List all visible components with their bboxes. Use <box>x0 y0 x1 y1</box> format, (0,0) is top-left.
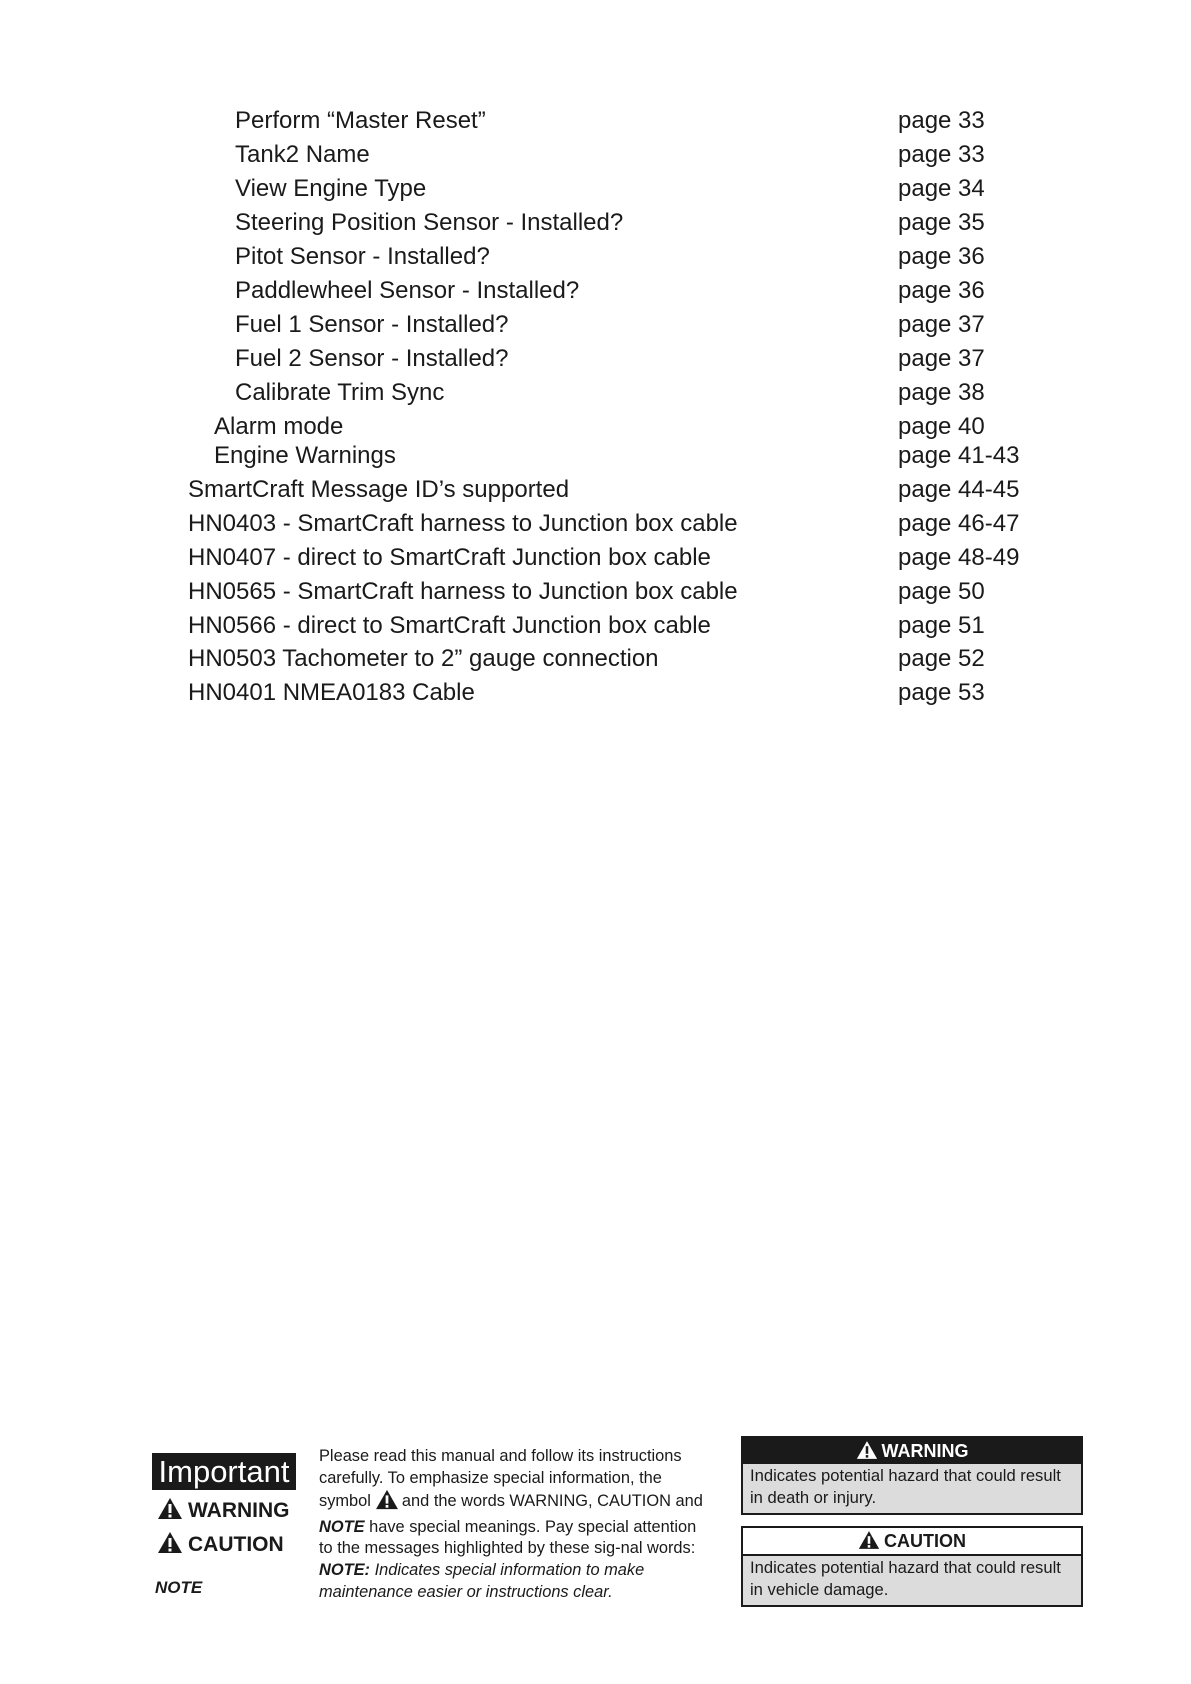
toc-entry-page: page 52 <box>898 645 985 672</box>
intro-note-word: NOTE <box>319 1517 365 1536</box>
toc-entry-title: Pitot Sensor - Installed? <box>235 243 490 270</box>
toc-entry-title: Alarm mode <box>214 413 344 440</box>
toc-entry-page: page 36 <box>898 243 985 270</box>
toc-entry <box>0 611 1191 641</box>
toc-entry <box>0 174 1191 204</box>
toc-entry-title: Perform “Master Reset” <box>235 107 486 134</box>
toc-entry-page: page 37 <box>898 345 985 372</box>
toc-entry-page: page 34 <box>898 175 985 202</box>
warning-triangle-icon <box>858 1530 880 1557</box>
toc-entry <box>0 344 1191 374</box>
toc-entry <box>0 140 1191 170</box>
toc-entry-title: HN0401 NMEA0183 Cable <box>188 679 475 706</box>
caution-box-header <box>743 1528 1081 1556</box>
toc-entry <box>0 412 1191 442</box>
warning-triangle-icon <box>157 1497 183 1527</box>
warning-box-title: WARNING <box>881 1441 969 1461</box>
toc-entry <box>0 475 1191 505</box>
toc-entry-page: page 51 <box>898 612 985 639</box>
intro-part1: Please read this manual and follow its instructions carefully. To emphasize special information, the symbol <box>319 1447 682 1511</box>
toc-entry-title: Fuel 1 Sensor - Installed? <box>235 311 509 338</box>
warning-triangle-icon <box>157 1531 183 1561</box>
toc-entry-page: page 38 <box>898 379 985 406</box>
toc-entry-page: page 35 <box>898 209 985 236</box>
caution-box-text: Indicates potential hazard that could result in vehicle damage. <box>750 1558 1061 1599</box>
toc-entry-page: page 33 <box>898 107 985 134</box>
warning-box-text: Indicates potential hazard that could result in death or injury. <box>750 1466 1061 1507</box>
toc-entry-title: Paddlewheel Sensor - Installed? <box>235 277 580 304</box>
intro-part2: and the words WARNING, CAUTION and <box>401 1492 703 1511</box>
note-signal-word: NOTE <box>155 1578 203 1597</box>
toc-entry-page: page 44-45 <box>898 476 1020 503</box>
warning-triangle-icon <box>856 1440 878 1467</box>
toc-entry-page: page 46-47 <box>898 510 1020 537</box>
caution-box-title: CAUTION <box>884 1531 966 1551</box>
warning-box-header <box>743 1438 1081 1464</box>
important-intro-text <box>319 1446 711 1603</box>
important-badge: Important <box>152 1453 296 1490</box>
toc-entry-page: page 53 <box>898 679 985 706</box>
toc-entry <box>0 577 1191 607</box>
toc-entry-title: HN0503 Tachometer to 2” gauge connection <box>188 645 659 672</box>
warning-box <box>741 1436 1083 1515</box>
warning-signal-word <box>157 1497 290 1527</box>
intro-note-prefix: NOTE: <box>319 1560 370 1579</box>
toc-entry-title: HN0407 - direct to SmartCraft Junction box cable <box>188 544 711 571</box>
toc-entry-title: Steering Position Sensor - Installed? <box>235 209 624 236</box>
toc-entry-page: page 50 <box>898 578 985 605</box>
toc-entry <box>0 644 1191 674</box>
toc-entry <box>0 276 1191 306</box>
toc-entry <box>0 543 1191 573</box>
toc-entry <box>0 378 1191 408</box>
toc-entry <box>0 441 1191 471</box>
toc-entry <box>0 678 1191 708</box>
toc-entry <box>0 310 1191 340</box>
warning-signal-label: WARNING <box>188 1499 290 1522</box>
toc-entry-title: Calibrate Trim Sync <box>235 379 445 406</box>
warning-triangle-icon <box>375 1489 399 1517</box>
toc-entry-page: page 33 <box>898 141 985 168</box>
toc-entry <box>0 208 1191 238</box>
intro-part3: have special meanings. Pay special attention to the messages highlighted by these sig-nal words: <box>319 1517 697 1558</box>
toc-entry-page: page 36 <box>898 277 985 304</box>
toc-entry-title: View Engine Type <box>235 175 427 202</box>
toc-entry-title: HN0565 - SmartCraft harness to Junction box cable <box>188 578 738 605</box>
toc-entry-page: page 41-43 <box>898 442 1020 469</box>
caution-box <box>741 1526 1083 1607</box>
toc-entry <box>0 106 1191 136</box>
toc-entry-title: HN0566 - direct to SmartCraft Junction box cable <box>188 612 711 639</box>
intro-note-text: Indicates special information to make maintenance easier or instructions clear. <box>319 1560 645 1601</box>
toc-entry-title: SmartCraft Message ID’s supported <box>188 476 570 503</box>
caution-signal-label: CAUTION <box>188 1533 284 1556</box>
toc-entry <box>0 509 1191 539</box>
caution-signal-word <box>157 1531 284 1561</box>
toc-entry-page: page 37 <box>898 311 985 338</box>
toc-entry-page: page 48-49 <box>898 544 1020 571</box>
toc-entry-page: page 40 <box>898 413 985 440</box>
toc-entry-title: Engine Warnings <box>214 442 396 469</box>
toc-entry-title: Fuel 2 Sensor - Installed? <box>235 345 509 372</box>
toc-entry-title: HN0403 - SmartCraft harness to Junction box cable <box>188 510 738 537</box>
toc-entry <box>0 242 1191 272</box>
toc-entry-title: Tank2 Name <box>235 141 370 168</box>
